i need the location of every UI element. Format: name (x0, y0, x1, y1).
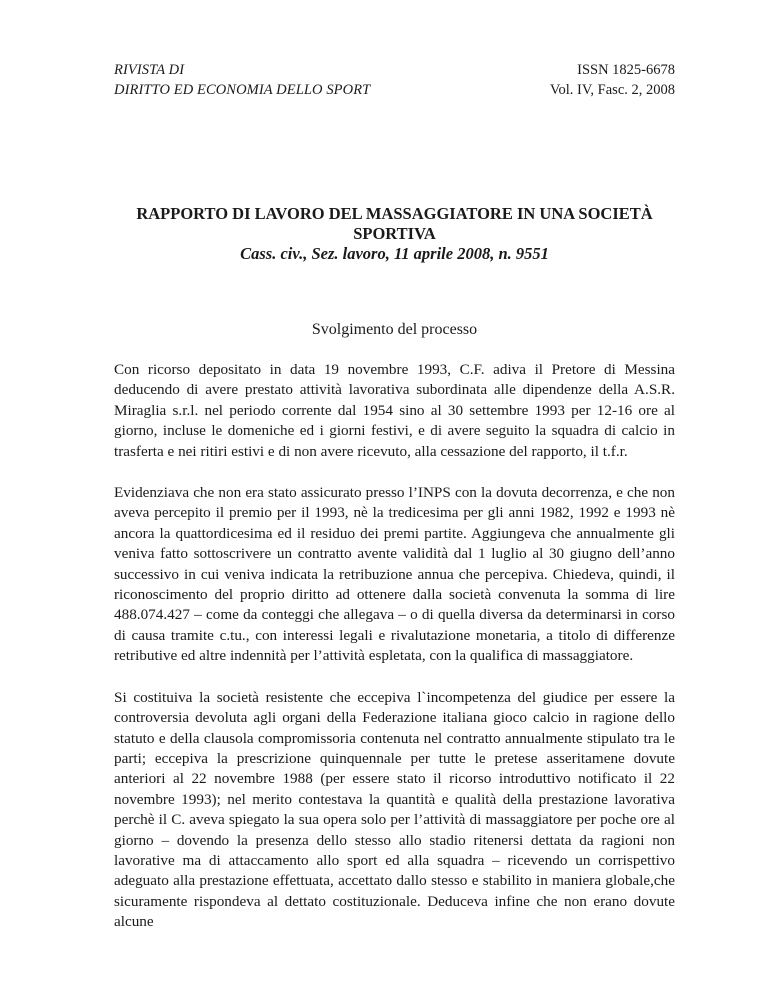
body-paragraph-2: Evidenziava che non era stato assicurato presso l’INPS con la dovuta decorrenza, e che non aveva percepito il premio per il 1993, nè la tredicesima per gli anni 1982, 1992 e 1993 nè ancora la quattordicesima ed il residuo dei premi partite. Aggiungeva che annualmente gli veniva fatto sottoscrivere un contratto avente validità dal 1 luglio al 30 giugno dell’anno successivo in cui veniva indicata la retribuzione annua che percepiva. Chiedeva, quindi, il riconoscimento del proprio diritto ad ottenere dalla società convenuta la somma di lire 488.074.427 – come da conteggi che allegava – o di quella diversa da determinarsi in corso di causa tramite c.tu., con interessi legali e rivalutazione monetaria, a titolo di differenze retributive ed altre indennità per l’attività espletata, con la qualifica di massaggiatore. (114, 484, 675, 665)
body-paragraph-1: Con ricorso depositato in data 19 novembre 1993, C.F. adiva il Pretore di Messina deducendo di avere prestato attività lavorativa subordinata alle dipendenze della A.S.R. Miraglia s.r.l. nel periodo corrente dal 1954 sino al 30 settembre 1993 per 12-16 ore al giorno, incluse le domeniche ed i giorni festivi, e di avere seguito la squadra di calcio in trasferta e nei ritiri estivi e di non avere ricevuto, alla cessazione del rapporto, il t.f.r. (114, 361, 675, 460)
section-heading: Svolgimento del processo (311, 321, 478, 338)
article-title-block (114, 204, 675, 264)
journal-name-line2: DIRITTO ED ECONOMIA DELLO SPORT (114, 82, 371, 98)
journal-name (114, 60, 370, 100)
volume-label: Vol. IV, Fasc. 2, 2008 (549, 82, 675, 98)
article-citation: Cass. civ., Sez. lavoro, 11 aprile 2008, n. 9551 (240, 244, 549, 263)
journal-name-line1: RIVISTA DI (114, 62, 185, 78)
journal-issue-info (550, 60, 675, 100)
article-body (114, 360, 675, 954)
issn-label: ISSN 1825-6678 (577, 62, 675, 78)
article-title: RAPPORTO DI LAVORO DEL MASSAGGIATORE IN UNA SOCIETÀ SPORTIVA (136, 204, 653, 243)
body-paragraph-3: Si costituiva la società resistente che eccepiva l`incompetenza del giudice per essere la controversia devoluta agli organi della Federazione italiana gioco calcio in ragione dello statuto e della clausola compromissoria contenuta nel contratto annualmente stipulato tra le parti; eccepiva la prescrizione quinquennale per tutte le pretese asseritamene dovute anteriori al 22 novembre 1988 (per essere stato il ricorso introduttivo notificato il 22 novembre 1993); nel merito contestava la quantità e qualità della prestazione lavorativa perchè il C. aveva spiegato la sua opera solo per l’attività di massaggiatore per poche ore al giorno – dovendo la presenza dello stesso allo stadio ritenersi dettata da ragioni non lavorative ma di attaccamento allo sport ed alla squadra – ricevendo un corrispettivo adeguato alla prestazione effettuata, accettato dallo stesso e stabilito in maniera globale,che sicuramente rispondeva al dettato costituzionale. Deduceva infine che non erano dovute alcune (114, 688, 675, 931)
